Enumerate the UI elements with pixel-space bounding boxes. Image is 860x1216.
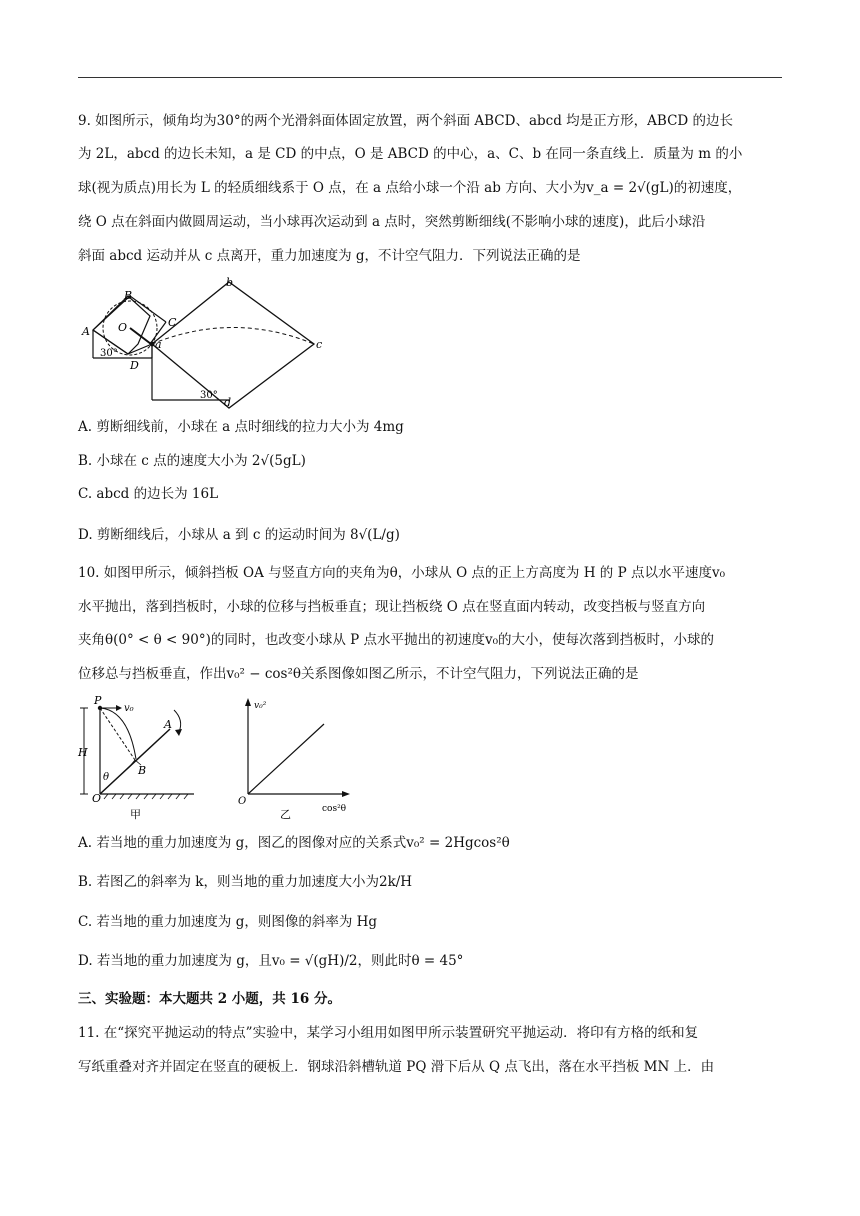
label-theta: θ xyxy=(103,772,110,783)
label-cos2theta: cos²θ xyxy=(322,804,347,814)
q10-line-2: 水平抛出，落到挡板时，小球的位移与挡板垂直；现让挡板绕 O 点在竖直面内转动，改变挡板与竖直方向 xyxy=(78,599,706,615)
top-rule xyxy=(78,77,782,78)
label-b: b xyxy=(226,276,234,289)
q9-option-d: D. 剪断细线后，小球从 a 到 c 的运动时间为 8√(L/g) xyxy=(78,527,400,543)
label-d: d xyxy=(224,396,232,409)
label-P: P xyxy=(94,694,102,707)
q9-figure xyxy=(78,276,338,408)
label-a: a xyxy=(155,338,162,351)
q9-line-4: 绕 O 点在斜面内做圆周运动，当小球再次运动到 a 点时，突然剪断细线(不影响小球的速度)，此后小球沿 xyxy=(78,214,706,230)
label-B10: B xyxy=(138,764,147,777)
q10-line-4: 位移总与挡板垂直，作出v₀² − cos²θ关系图像如图乙所示，不计空气阻力，下列说法正确的是 xyxy=(78,666,639,682)
q10-option-b: B. 若图乙的斜率为 k，则当地的重力加速度大小为2k/H xyxy=(78,874,413,890)
q10-line-1: 10. 如图甲所示，倾斜挡板 OA 与竖直方向的夹角为θ，小球从 O 点的正上方高度为 H 的 P 点以水平速度v₀ xyxy=(78,565,725,581)
q10-option-a: A. 若当地的重力加速度为 g，图乙的图像对应的关系式v₀² = 2Hgcos²θ xyxy=(78,835,510,851)
label-O: O xyxy=(118,321,128,334)
q9-line-5: 斜面 abcd 运动并从 c 点离开，重力加速度为 g，不计空气阻力．下列说法正确的是 xyxy=(78,248,581,264)
label-A10: A xyxy=(164,718,172,731)
q9-option-b: B. 小球在 c 点的速度大小为 2√(5gL) xyxy=(78,453,306,469)
angle-30-right: 30° xyxy=(200,390,218,401)
caption-jia: 甲 xyxy=(130,808,141,821)
label-D: D xyxy=(130,359,139,372)
label-C: C xyxy=(168,316,177,329)
q9-line-1: 9. 如图所示，倾角均为30°的两个光滑斜面体固定放置，两个斜面 ABCD、abcd 均是正方形，ABCD 的边长 xyxy=(78,113,734,129)
section-3-header: 三、实验题：本大题共 2 小题，共 16 分。 xyxy=(78,991,341,1007)
q9-line-3: 球(视为质点)用长为 L 的轻质细线系于 O 点，在 a 点给小球一个沿 ab 方向、大小为v_a = 2√(gL)的初速度， xyxy=(78,180,742,196)
label-O-yi: O xyxy=(238,796,247,807)
q10-figure-jia xyxy=(78,694,198,824)
q11-line-2: 写纸重叠对齐并固定在竖直的硬板上．钢球沿斜槽轨道 PQ 滑下后从 Q 点飞出，落在水平挡板 MN 上．由 xyxy=(78,1059,715,1075)
label-v0: v₀ xyxy=(124,703,134,714)
caption-yi: 乙 xyxy=(280,808,291,821)
q10-option-c: C. 若当地的重力加速度为 g，则图像的斜率为 Hg xyxy=(78,914,378,930)
q9-line-2: 为 2L，abcd 的边长未知，a 是 CD 的中点，O 是 ABCD 的中心，a、C、b 在同一条直线上．质量为 m 的小 xyxy=(78,146,743,162)
label-v0sq: v₀² xyxy=(254,701,267,711)
label-H: H xyxy=(78,746,88,759)
angle-30-left: 30° xyxy=(100,348,118,359)
q9-option-c: C. abcd 的边长为 16L xyxy=(78,486,219,502)
q10-line-3: 夹角θ(0° < θ < 90°)的同时，也改变小球从 P 点水平抛出的初速度v₀的大小，使每次落到挡板时，小球的 xyxy=(78,632,715,648)
label-c: c xyxy=(316,338,323,351)
q9-option-a: A. 剪断细线前，小球在 a 点时细线的拉力大小为 4mg xyxy=(78,419,404,435)
label-A: A xyxy=(82,325,90,338)
q10-figure-yi xyxy=(228,694,368,824)
q11-line-1: 11. 在“探究平抛运动的特点”实验中，某学习小组用如图甲所示装置研究平抛运动．将印有方格的纸和复 xyxy=(78,1025,699,1041)
q10-option-d: D. 若当地的重力加速度为 g，且v₀ = √(gH)/2，则此时θ = 45° xyxy=(78,953,464,969)
label-O10: O xyxy=(92,792,102,805)
label-B: B xyxy=(124,289,133,302)
